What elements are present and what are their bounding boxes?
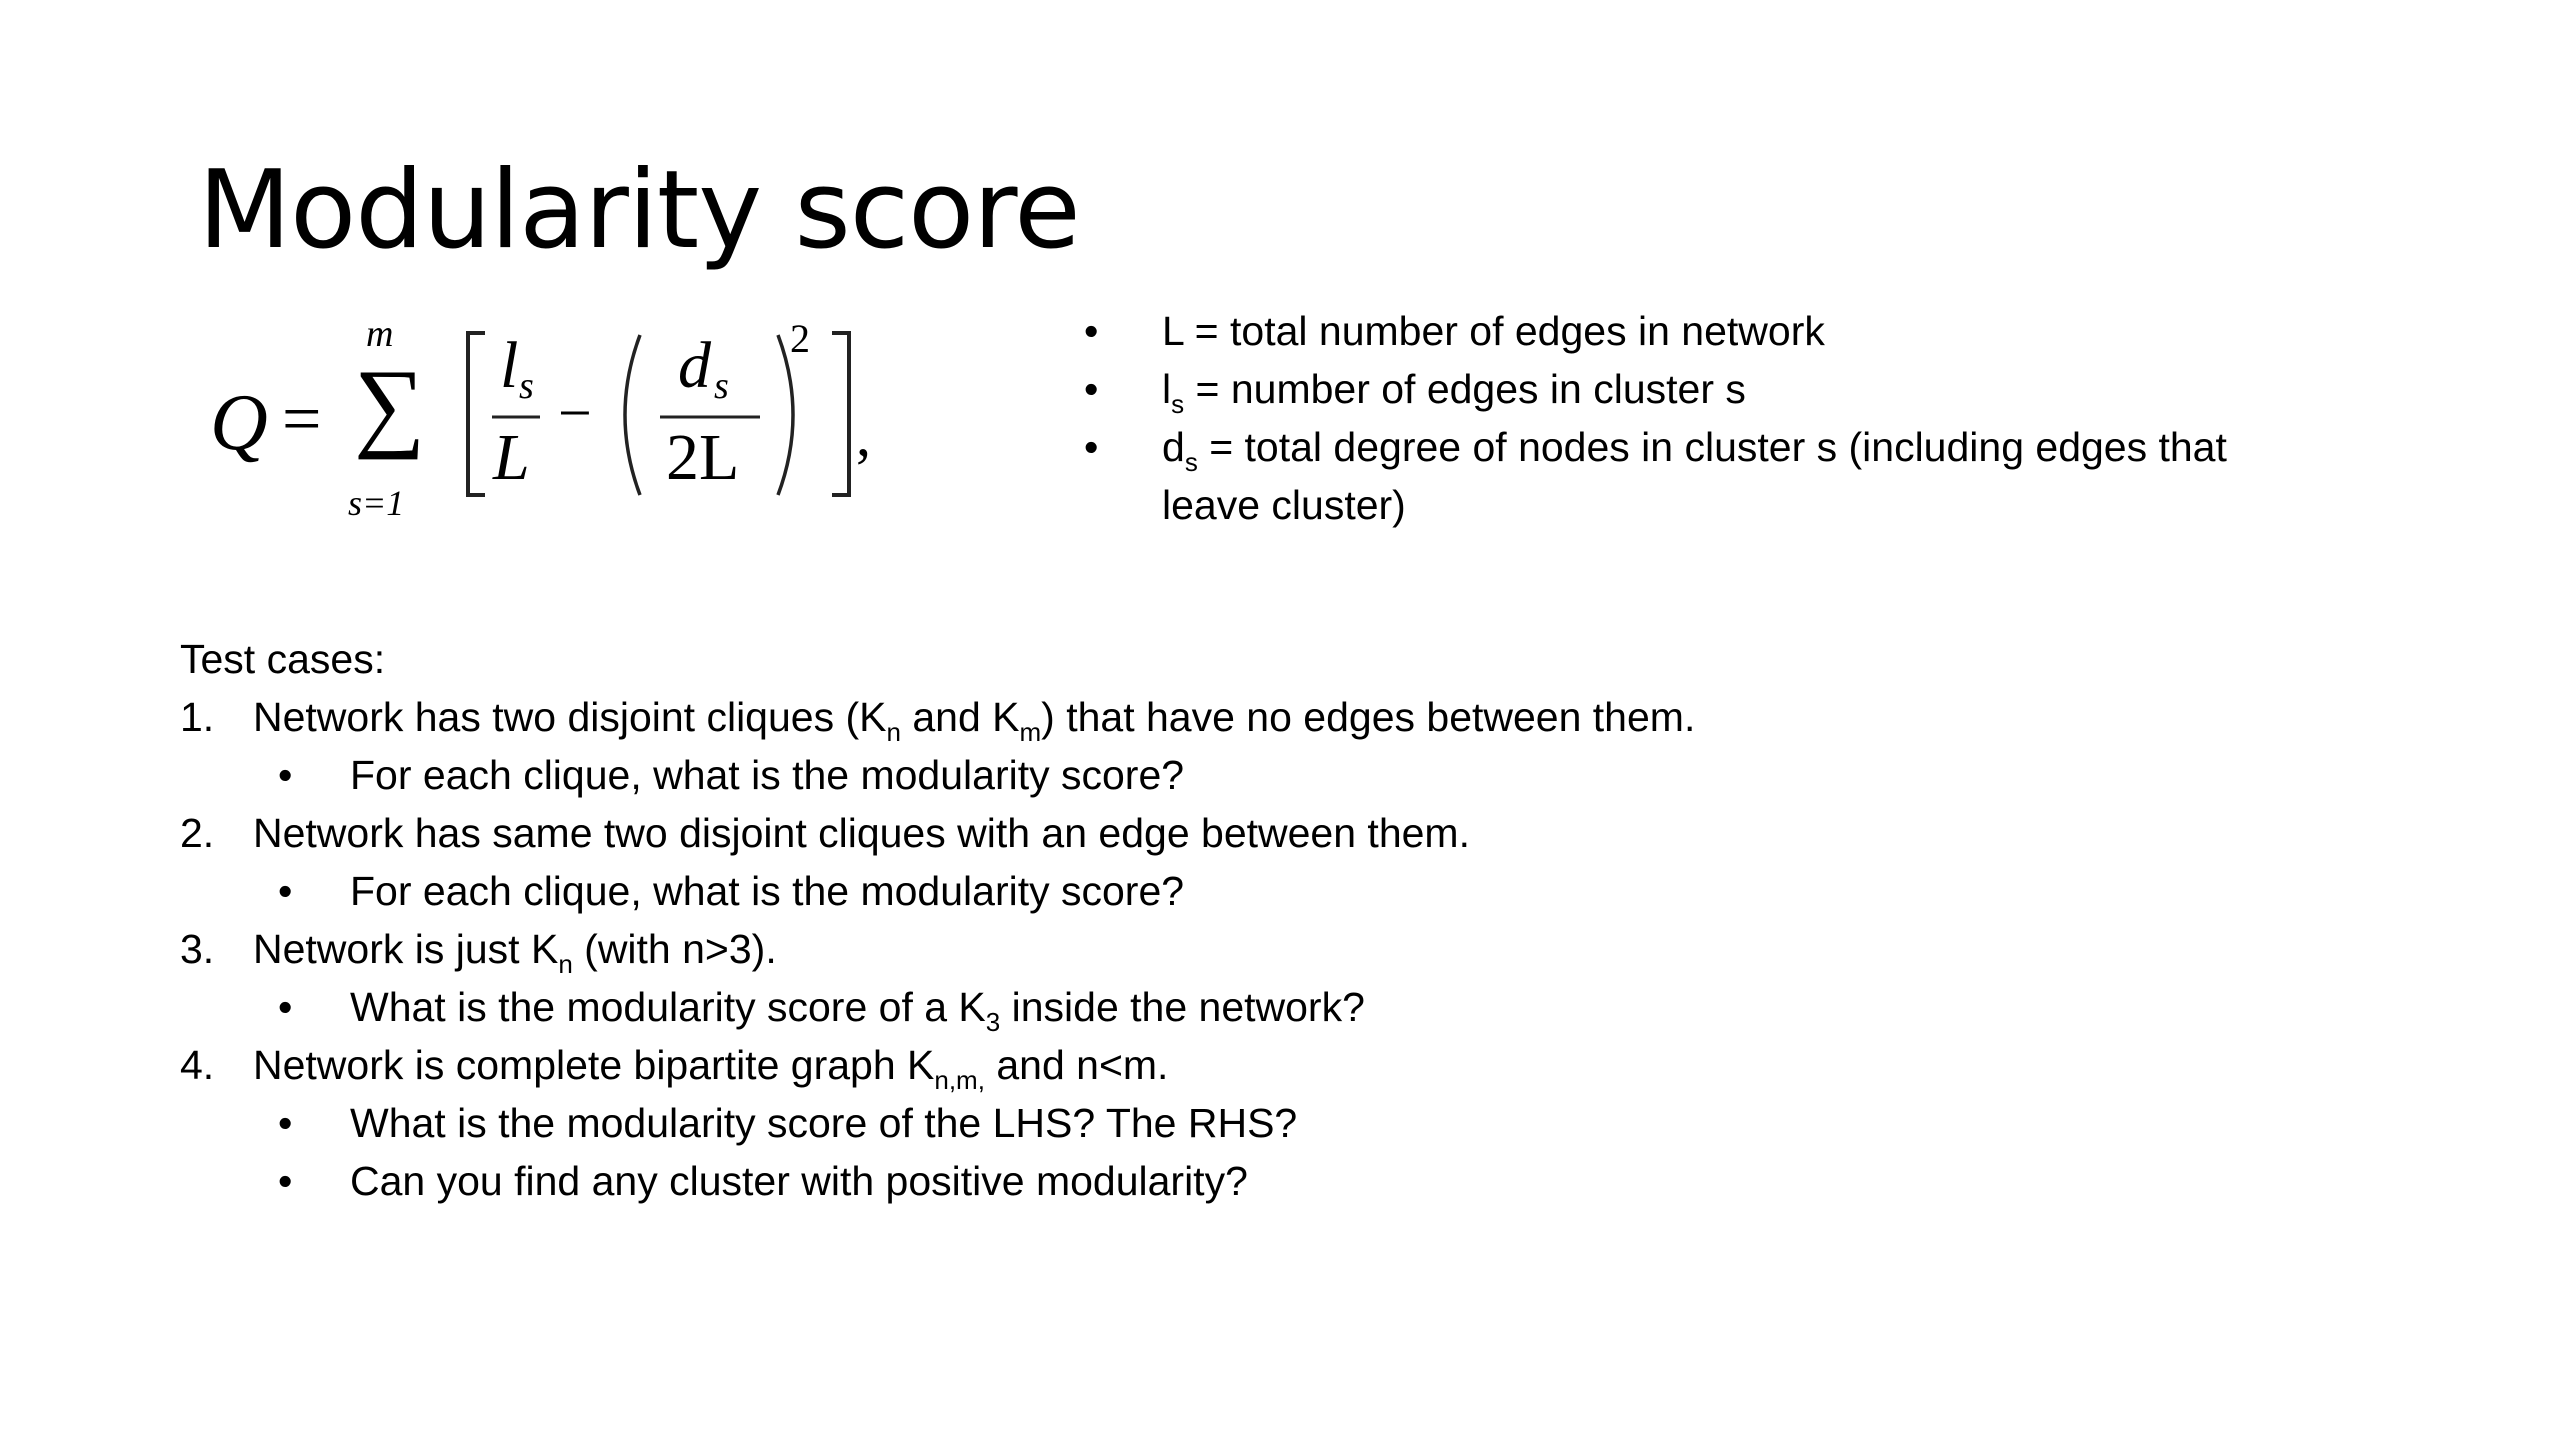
case-subscript: n bbox=[886, 717, 901, 747]
definition-subscript: s bbox=[1184, 447, 1198, 477]
question-text: Can you find any cluster with positive modularity? bbox=[350, 1158, 1248, 1204]
list-number: 3. bbox=[180, 926, 215, 972]
test-case-3 bbox=[180, 920, 1695, 978]
bullet-icon: • bbox=[278, 984, 293, 1030]
question-text: inside the network? bbox=[1000, 984, 1365, 1030]
case-text: and n<m. bbox=[984, 1042, 1169, 1088]
definition-ls bbox=[1084, 360, 2227, 418]
case-text: Network has same two disjoint cliques with an edge between them. bbox=[253, 810, 1470, 856]
formula-l: l bbox=[500, 329, 519, 402]
case-text: Network has two disjoint cliques (K bbox=[253, 694, 887, 740]
test-cases-heading: Test cases: bbox=[180, 636, 386, 682]
formula-q: Q bbox=[210, 379, 268, 467]
formula-l-sub: s bbox=[519, 365, 534, 407]
formula-sum-lower: s=1 bbox=[348, 483, 405, 523]
definitions-list bbox=[1084, 302, 2227, 534]
formula-sum-upper: m bbox=[366, 313, 394, 355]
case-text: Network is just K bbox=[253, 926, 559, 972]
list-number: 4. bbox=[180, 1042, 215, 1088]
bullet-icon: • bbox=[278, 1100, 293, 1146]
definition-symbol: l bbox=[1162, 366, 1172, 412]
modularity-formula bbox=[200, 305, 900, 535]
test-case-1 bbox=[180, 688, 1695, 746]
definition-ds bbox=[1084, 418, 2227, 476]
formula-exponent: 2 bbox=[790, 316, 810, 361]
formula-minus: − bbox=[558, 380, 592, 446]
question-subscript: 3 bbox=[985, 1007, 1001, 1037]
test-case-4-question-1 bbox=[180, 1094, 1695, 1152]
case-subscript: m bbox=[1019, 717, 1042, 747]
formula-sum-symbol: ∑ bbox=[354, 349, 426, 460]
test-cases bbox=[180, 630, 1695, 1210]
list-number: 1. bbox=[180, 694, 215, 740]
definition-continuation: leave cluster) bbox=[1162, 482, 1406, 528]
test-case-3-question bbox=[180, 978, 1695, 1036]
bullet-icon: • bbox=[278, 752, 293, 798]
test-case-2 bbox=[180, 804, 1695, 862]
test-case-4-question-2 bbox=[180, 1152, 1695, 1210]
question-text: For each clique, what is the modularity score? bbox=[350, 752, 1185, 798]
formula-d-sub: s bbox=[714, 365, 729, 407]
bullet-icon: • bbox=[1084, 308, 1099, 354]
question-text: For each clique, what is the modularity score? bbox=[350, 868, 1185, 914]
bullet-icon: • bbox=[278, 1158, 293, 1204]
formula-comma: , bbox=[856, 402, 871, 468]
formula-equals: = bbox=[282, 381, 322, 458]
test-case-4 bbox=[180, 1036, 1695, 1094]
case-text: and K bbox=[900, 694, 1020, 740]
bullet-icon: • bbox=[1084, 424, 1099, 470]
definition-subscript: s bbox=[1171, 389, 1185, 419]
test-case-2-question bbox=[180, 862, 1695, 920]
test-case-1-question bbox=[180, 746, 1695, 804]
definition-text: = total number of edges in network bbox=[1183, 308, 1825, 354]
question-text: What is the modularity score of the LHS? The RHS? bbox=[350, 1100, 1298, 1146]
definition-L bbox=[1084, 302, 2227, 360]
case-text: ) that have no edges between them. bbox=[1041, 694, 1696, 740]
bullet-icon: • bbox=[1084, 366, 1099, 412]
case-subscript: n,m, bbox=[934, 1065, 985, 1095]
definition-text: = number of edges in cluster s bbox=[1184, 366, 1746, 412]
case-text: Network is complete bipartite graph K bbox=[253, 1042, 935, 1088]
case-subscript: n bbox=[558, 949, 573, 979]
formula-2L: 2L bbox=[666, 421, 740, 494]
formula-d: d bbox=[678, 329, 711, 402]
list-number: 2. bbox=[180, 810, 215, 856]
formula-L: L bbox=[493, 421, 530, 494]
case-text: (with n>3). bbox=[572, 926, 777, 972]
definition-symbol: L bbox=[1162, 308, 1184, 354]
bullet-icon: • bbox=[278, 868, 293, 914]
slide-title: Modularity score bbox=[198, 148, 1080, 273]
definition-symbol: d bbox=[1162, 424, 1185, 470]
definition-text: = total degree of nodes in cluster s (including edges that bbox=[1197, 424, 2227, 470]
question-text: What is the modularity score of a K bbox=[350, 984, 986, 1030]
